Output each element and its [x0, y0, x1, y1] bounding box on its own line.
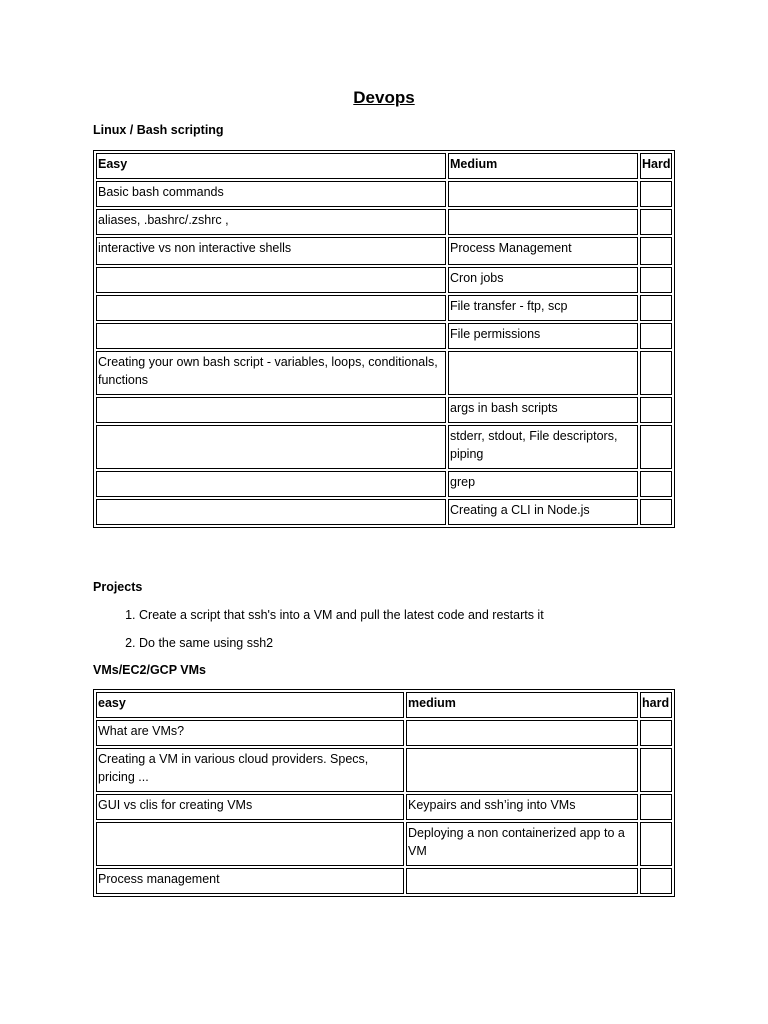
table-cell: Creating a CLI in Node.js	[448, 499, 638, 525]
table-cell: grep	[448, 471, 638, 497]
project-item: 2. Do the same using ssh2	[139, 634, 699, 662]
table-cell	[96, 822, 404, 866]
document-title: Devops	[353, 88, 415, 107]
table-cell: Cron jobs	[448, 267, 638, 293]
table-cell	[96, 499, 446, 525]
table-cell: GUI vs clis for creating VMs	[96, 794, 404, 820]
table-row	[96, 351, 672, 395]
table-row	[96, 181, 672, 207]
linux-bash-table	[93, 150, 675, 528]
table-header-row	[96, 153, 672, 179]
table-row	[96, 822, 672, 866]
table-cell	[640, 209, 672, 235]
section-heading-linux: Linux / Bash scripting	[93, 123, 224, 137]
table-cell: aliases, .bashrc/.zshrc ,	[96, 209, 446, 235]
table-row	[96, 471, 672, 497]
table-row	[96, 267, 672, 293]
table-cell	[640, 748, 672, 792]
column-header: medium	[406, 692, 638, 718]
vms-table	[93, 689, 675, 897]
table-cell: What are VMs?	[96, 720, 404, 746]
table-cell	[96, 295, 446, 321]
table-cell	[406, 720, 638, 746]
table-cell: stderr, stdout, File descriptors, piping	[448, 425, 638, 469]
projects-list	[93, 606, 699, 662]
table-cell	[406, 748, 638, 792]
table-cell: Deploying a non containerized app to a VM	[406, 822, 638, 866]
table-cell: interactive vs non interactive shells	[96, 237, 446, 265]
table-cell: Process Management	[448, 237, 638, 265]
table-cell	[640, 351, 672, 395]
table-cell: Creating a VM in various cloud providers. Specs, pricing ...	[96, 748, 404, 792]
table-cell	[640, 868, 672, 894]
table-cell	[640, 237, 672, 265]
table-row	[96, 323, 672, 349]
table-cell: File permissions	[448, 323, 638, 349]
table-cell: args in bash scripts	[448, 397, 638, 423]
table-row	[96, 794, 672, 820]
column-header: Medium	[448, 153, 638, 179]
table-header-row	[96, 692, 672, 718]
table-cell	[640, 499, 672, 525]
table-cell	[406, 868, 638, 894]
table-row	[96, 209, 672, 235]
table-cell	[640, 181, 672, 207]
column-header: hard	[640, 692, 672, 718]
table-row	[96, 868, 672, 894]
table-cell	[640, 822, 672, 866]
table-cell	[96, 267, 446, 293]
table-cell: File transfer - ftp, scp	[448, 295, 638, 321]
projects-heading: Projects	[93, 580, 143, 594]
column-header: Easy	[96, 153, 446, 179]
table-row	[96, 295, 672, 321]
table-cell	[640, 323, 672, 349]
table-cell	[640, 794, 672, 820]
table-cell	[640, 425, 672, 469]
table-cell: Process management	[96, 868, 404, 894]
table-cell	[448, 181, 638, 207]
table-cell	[96, 425, 446, 469]
table-cell: Keypairs and ssh’ing into VMs	[406, 794, 638, 820]
table-cell	[96, 397, 446, 423]
table-row	[96, 720, 672, 746]
table-cell: Creating your own bash script - variables, loops, conditionals, functions	[96, 351, 446, 395]
project-item: 1. Create a script that ssh's into a VM and pull the latest code and restarts it	[139, 606, 699, 634]
table-cell	[640, 267, 672, 293]
table-row	[96, 397, 672, 423]
table-row	[96, 499, 672, 525]
table-cell	[448, 209, 638, 235]
table-cell	[448, 351, 638, 395]
table-row	[96, 237, 672, 265]
column-header: easy	[96, 692, 404, 718]
table-cell: Basic bash commands	[96, 181, 446, 207]
table-cell	[640, 295, 672, 321]
table-row	[96, 425, 672, 469]
table-cell	[640, 471, 672, 497]
section-heading-vms: VMs/EC2/GCP VMs	[93, 663, 207, 677]
table-cell	[640, 397, 672, 423]
table-cell	[96, 323, 446, 349]
table-cell	[96, 471, 446, 497]
table-cell	[640, 720, 672, 746]
table-row	[96, 748, 672, 792]
column-header: Hard	[640, 153, 672, 179]
